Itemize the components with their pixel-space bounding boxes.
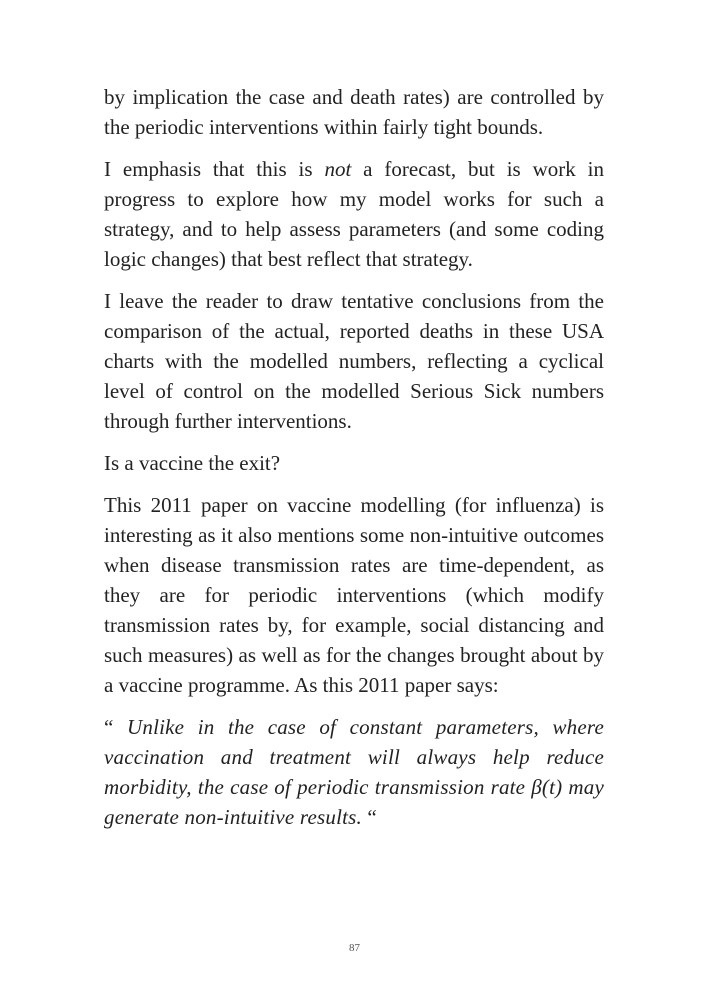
page-body (104, 82, 604, 832)
paragraph-5: This 2011 paper on vaccine modelling (for influenza) is interesting as it also mentions some non-intuitive outcomes when disease transmission rates are time-dependent, as they are for periodic interventions (which modify transmission rates by, for example, social distancing and such measures) as well as for the changes brought about by a vaccine programme. As this 2011 paper says: (104, 493, 604, 697)
quote-text: Unlike in the case of constant parameters, where vaccination and treatment will always help reduce morbidity, the case of periodic transmission rate β(t) may generate non-intuitive results. (104, 715, 604, 829)
paragraph-2-end: a forecast, but is work in progress to explore how my model works for such a strategy, and to help assess parameters (and some coding logic changes) that best reflect that strategy. (104, 157, 604, 271)
quote-close-mark: “ (361, 805, 377, 829)
quote-open-mark: “ (104, 715, 128, 739)
paragraph-4-question: Is a vaccine the exit? (104, 451, 281, 475)
page-number: 87 (349, 942, 360, 954)
paragraph-3: I leave the reader to draw tentative conclusions from the comparison of the actual, reported deaths in these USA charts with the modelled numbers, reflecting a cyclical level of control on the modelled Serious Sick numbers through further interventions. (104, 289, 604, 433)
block-quote (104, 712, 604, 832)
paragraph-2-emphasis: not (324, 157, 352, 181)
paragraph-2 (104, 154, 604, 274)
paragraph-2-start: I emphasis that this is (104, 157, 325, 181)
paragraph-1: by implication the case and death rates) are controlled by the periodic interventions within fairly tight bounds. (104, 85, 604, 139)
